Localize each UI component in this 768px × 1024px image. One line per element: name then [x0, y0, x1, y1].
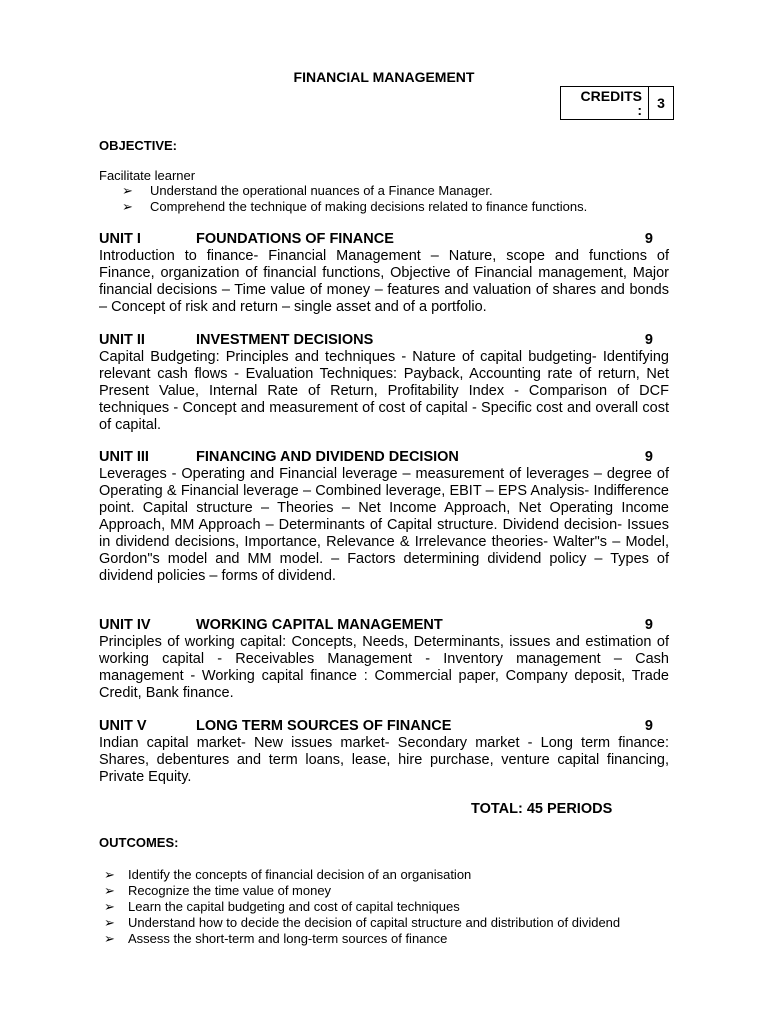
outcome-text: Learn the capital budgeting and cost of capital techniques	[128, 899, 460, 914]
arrow-bullet-icon: ➢	[104, 915, 115, 930]
outcome-text: Recognize the time value of money	[128, 883, 332, 898]
unit-heading	[99, 617, 669, 634]
arrow-bullet-icon: ➢	[104, 867, 115, 882]
arrow-bullet-icon: ➢	[104, 883, 115, 898]
arrow-bullet-icon: ➢	[122, 199, 133, 214]
list-item	[122, 183, 682, 199]
unit-heading	[99, 449, 669, 466]
unit-number: UNIT I	[99, 231, 141, 247]
list-item	[104, 867, 704, 883]
list-item	[104, 931, 704, 947]
unit-hours: 9	[644, 449, 653, 465]
unit-section	[99, 449, 669, 585]
arrow-bullet-icon: ➢	[122, 183, 133, 198]
unit-title: FINANCING AND DIVIDEND DECISION	[196, 449, 459, 465]
objective-bullet-text: Comprehend the technique of making decisions related to finance functions.	[150, 199, 588, 214]
unit-description: Leverages - Operating and Financial leverage – measurement of leverages – degree of Operating & Financial leverage – Combined leverage, EBIT – EPS Analysis- Indifference point. Capital structure – Theories – Net Income Approach, Net Operating Income Approach, MM Approach – Determinants of Capital structure. Dividend decision- Issues in dividend decisions, Importance, Relevance & Irrelevance theories- Walter"s – Model, Gordon"s model and MM model. – Factors determining dividend policy – Types of dividend policies – forms of dividend.	[99, 466, 669, 584]
list-item	[104, 915, 704, 931]
unit-title: FOUNDATIONS OF FINANCE	[196, 231, 394, 247]
credits-box	[560, 86, 674, 120]
list-item	[104, 883, 704, 899]
list-item	[122, 199, 682, 215]
credits-label	[561, 87, 649, 119]
unit-section	[99, 332, 669, 434]
outcome-text: Assess the short-term and long-term sources of finance	[128, 931, 448, 946]
unit-heading	[99, 332, 669, 349]
unit-section	[99, 617, 669, 702]
credits-value: 3	[657, 95, 665, 111]
credits-colon: :	[637, 102, 642, 118]
outcome-text: Identify the concepts of financial decision of an organisation	[128, 867, 472, 882]
objective-intro: Facilitate learner	[99, 168, 196, 183]
outcome-text: Understand how to decide the decision of capital structure and distribution of dividend	[128, 915, 621, 930]
arrow-bullet-icon: ➢	[104, 931, 115, 946]
unit-section	[99, 718, 669, 786]
unit-hours: 9	[644, 231, 653, 247]
unit-number: UNIT III	[99, 449, 149, 465]
unit-heading	[99, 718, 669, 735]
unit-description: Introduction to finance- Financial Management – Nature, scope and functions of Finance, organization of financial functions, Objective of Financial management, Major financial decisions – Time value of money – features and valuation of shares and bonds – Concept of risk and return – single asset and of a portfolio.	[99, 248, 669, 315]
unit-hours: 9	[644, 617, 653, 633]
arrow-bullet-icon: ➢	[104, 899, 115, 914]
unit-title: INVESTMENT DECISIONS	[196, 332, 374, 348]
unit-hours: 9	[644, 718, 653, 734]
unit-description: Principles of working capital: Concepts, Needs, Determinants, issues and estimation of working capital - Receivables Management - Inventory management – Cash management - Working capital finance : Commercial paper, Company deposit, Trade Credit, Bank finance.	[99, 634, 669, 701]
objective-list	[122, 183, 682, 215]
unit-section	[99, 231, 669, 316]
unit-title: WORKING CAPITAL MANAGEMENT	[196, 617, 443, 633]
unit-number: UNIT II	[99, 332, 145, 348]
unit-number: UNIT V	[99, 718, 147, 734]
unit-heading	[99, 231, 669, 248]
objective-bullet-text: Understand the operational nuances of a Finance Manager.	[150, 183, 493, 198]
unit-hours: 9	[644, 332, 653, 348]
unit-title: LONG TERM SOURCES OF FINANCE	[196, 718, 452, 734]
unit-number: UNIT IV	[99, 617, 151, 633]
credits-label-text: CREDITS	[580, 88, 642, 104]
objective-heading: OBJECTIVE:	[99, 138, 178, 153]
list-item	[104, 899, 704, 915]
outcomes-list	[104, 867, 704, 947]
outcomes-heading: OUTCOMES:	[99, 835, 179, 850]
unit-description: Indian capital market- New issues market- Secondary market - Long term finance: Shares, debentures and term loans, lease, hire purchase, venture capital financing, Private Equity.	[99, 735, 669, 785]
total-periods: TOTAL: 45 PERIODS	[471, 801, 613, 817]
unit-description: Capital Budgeting: Principles and techniques - Nature of capital budgeting- Identifying relevant cash flows - Evaluation Techniques: Payback, Accounting rate of return, Net Present Value, Internal Rate of Return, Profitability Index - Comparison of DCF techniques - Concept and measurement of cost of capital - Specific cost and overall cost of capital.	[99, 349, 669, 433]
page-title: FINANCIAL MANAGEMENT	[293, 69, 475, 85]
